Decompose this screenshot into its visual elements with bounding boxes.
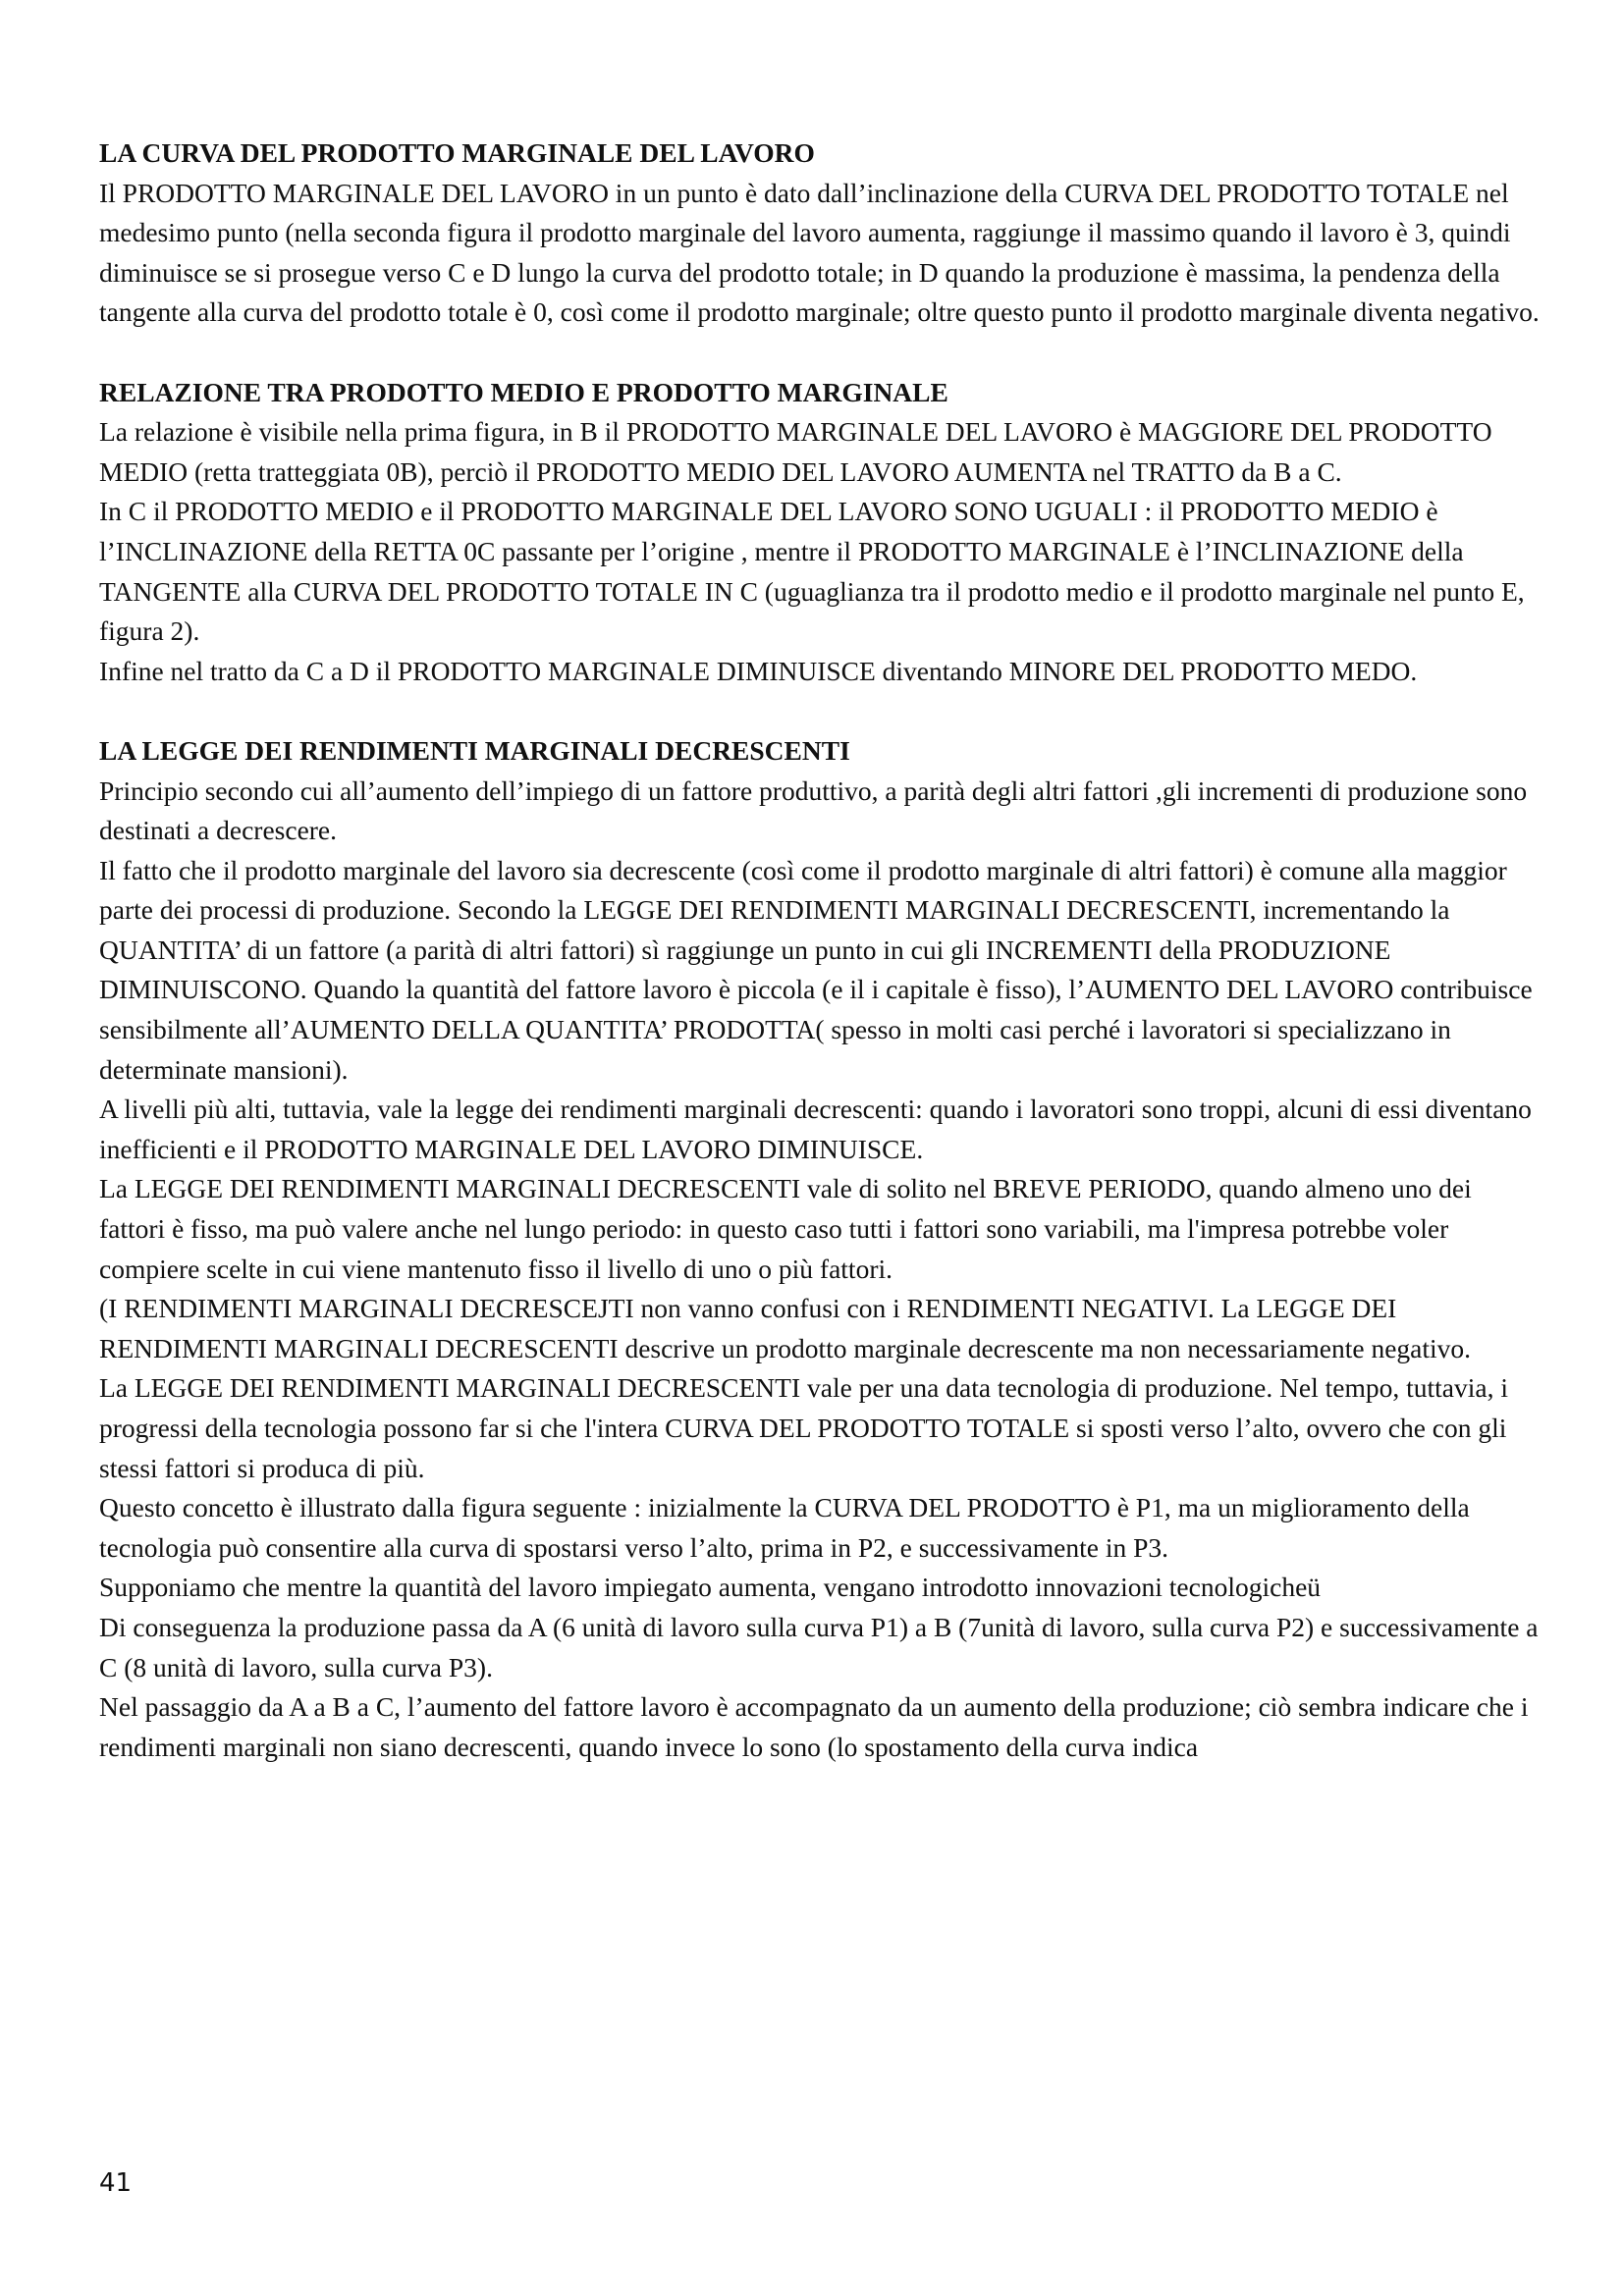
paragraph: Il PRODOTTO MARGINALE DEL LAVORO in un punto è dato dall’inclinazione della CURVA DEL PRODOTTO TOTALE nel medesimo punto (nella seconda figura il prodotto marginale del lavoro aumenta, raggiunge il massimo quando il lavoro è 3, quindi diminuisce se si prosegue verso C e D lungo la curva del prodotto totale; in D quando la produzione è massima, la pendenza della tangente alla curva del prodotto totale è 0, così come il prodotto marginale; oltre questo punto il prodotto marginale diventa negativo.: [99, 177, 1540, 328]
paragraph: La LEGGE DEI RENDIMENTI MARGINALI DECRESCENTI vale per una data tecnologia di produzione. Nel tempo, tuttavia, i progressi della tecnologia possono far si che l'intera CURVA DEL PRODOTTO TOTALE si sposti verso l’alto, ovvero che con gli stessi fattori si produca di più.: [99, 1372, 1508, 1483]
section-diminishing-returns: [99, 731, 1542, 1767]
section-heading: LA CURVA DEL PRODOTTO MARGINALE DEL LAVORO: [99, 137, 815, 168]
section-average-vs-marginal: [99, 373, 1542, 692]
paragraph: Nel passaggio da A a B a C, l’aumento del fattore lavoro è accompagnato da un aumento della produzione; ciò sembra indicare che i rendimenti marginali non siano decrescenti, quando invece lo sono (lo spostamento della curva indica: [99, 1691, 1529, 1762]
paragraph: Di conseguenza la produzione passa da A (6 unità di lavoro sulla curva P1) a B (7unità di lavoro, sulla curva P2) e successivamente a C (8 unità di lavoro, sulla curva P3).: [99, 1611, 1539, 1682]
paragraph: Supponiamo che mentre la quantità del lavoro impiegato aumenta, vengano introdotto innovazioni tecnologicheü: [99, 1572, 1322, 1603]
page-number: 41: [99, 2168, 133, 2198]
paragraph: Principio secondo cui all’aumento dell’impiego di un fattore produttivo, a parità degli altri fattori ,gli incrementi di produzione sono destinati a decrescere.: [99, 774, 1528, 846]
section-heading: LA LEGGE DEI RENDIMENTI MARGINALI DECRESCENTI: [99, 734, 850, 766]
paragraph: La relazione è visibile nella prima figura, in B il PRODOTTO MARGINALE DEL LAVORO è MAGGIORE DEL PRODOTTO MEDIO (retta tratteggiata 0B), perciò il PRODOTTO MEDIO DEL LAVORO AUMENTA nel TRATTO da B a C.: [99, 416, 1492, 487]
section-heading: RELAZIONE TRA PRODOTTO MEDIO E PRODOTTO MARGINALE: [99, 376, 948, 407]
paragraph: Infine nel tratto da C a D il PRODOTTO MARGINALE DIMINUISCE diventando MINORE DEL PRODOTTO MEDO.: [99, 655, 1418, 686]
paragraph: La LEGGE DEI RENDIMENTI MARGINALI DECRESCENTI vale di solito nel BREVE PERIODO, quando almeno uno dei fattori è fisso, ma può valere anche nel lungo periodo: in questo caso tutti i fattori sono variabili, ma l'impresa potrebbe voler compiere scelte in cui viene mantenuto fisso il livello di uno o più fattori.: [99, 1173, 1472, 1284]
paragraph: Il fatto che il prodotto marginale del lavoro sia decrescente (così come il prodotto marginale di altri fattori) è comune alla maggior parte dei processi di produzione. Secondo la LEGGE DEI RENDIMENTI MARGINALI DECRESCENTI, incrementando la QUANTITA’ di un fattore (a parità di altri fattori) sì raggiunge un punto in cui gli INCREMENTI della PRODUZIONE DIMINUISCONO. Quando la quantità del fattore lavoro è piccola (e il i capitale è fisso), l’AUMENTO DEL LAVORO contribuisce sensibilmente all’AUMENTO DELLA QUANTITA’ PRODOTTA( spesso in molti casi perché i lavoratori si specializzano in determinate mansioni).: [99, 854, 1533, 1085]
paragraph: In C il PRODOTTO MEDIO e il PRODOTTO MARGINALE DEL LAVORO SONO UGUALI : il PRODOTTO MEDIO è l’INCLINAZIONE della RETTA 0C passante per l’origine , mentre il PRODOTTO MARGINALE è l’INCLINAZIONE della TANGENTE alla CURVA DEL PRODOTTO TOTALE IN C (uguaglianza tra il prodotto medio e il prodotto marginale nel punto E, figura 2).: [99, 496, 1525, 647]
paragraph: Questo concetto è illustrato dalla figura seguente : inizialmente la CURVA DEL PRODOTTO è P1, ma un miglioramento della tecnologia può consentire alla curva di spostarsi verso l’alto, prima in P2, e successivamente in P3.: [99, 1492, 1470, 1563]
paragraph: A livelli più alti, tuttavia, vale la legge dei rendimenti marginali decrescenti: quando i lavoratori sono troppi, alcuni di essi diventano inefficienti e il PRODOTTO MARGINALE DEL LAVORO DIMINUISCE.: [99, 1094, 1532, 1164]
paragraph: (I RENDIMENTI MARGINALI DECRESCEJTI non vanno confusi con i RENDIMENTI NEGATIVI. La LEGGE DEI RENDIMENTI MARGINALI DECRESCENTI descrive un prodotto marginale decrescente ma non necessariamente negativo.: [99, 1293, 1472, 1363]
page-body: [99, 133, 1542, 1767]
section-marginal-product-curve: [99, 133, 1542, 333]
